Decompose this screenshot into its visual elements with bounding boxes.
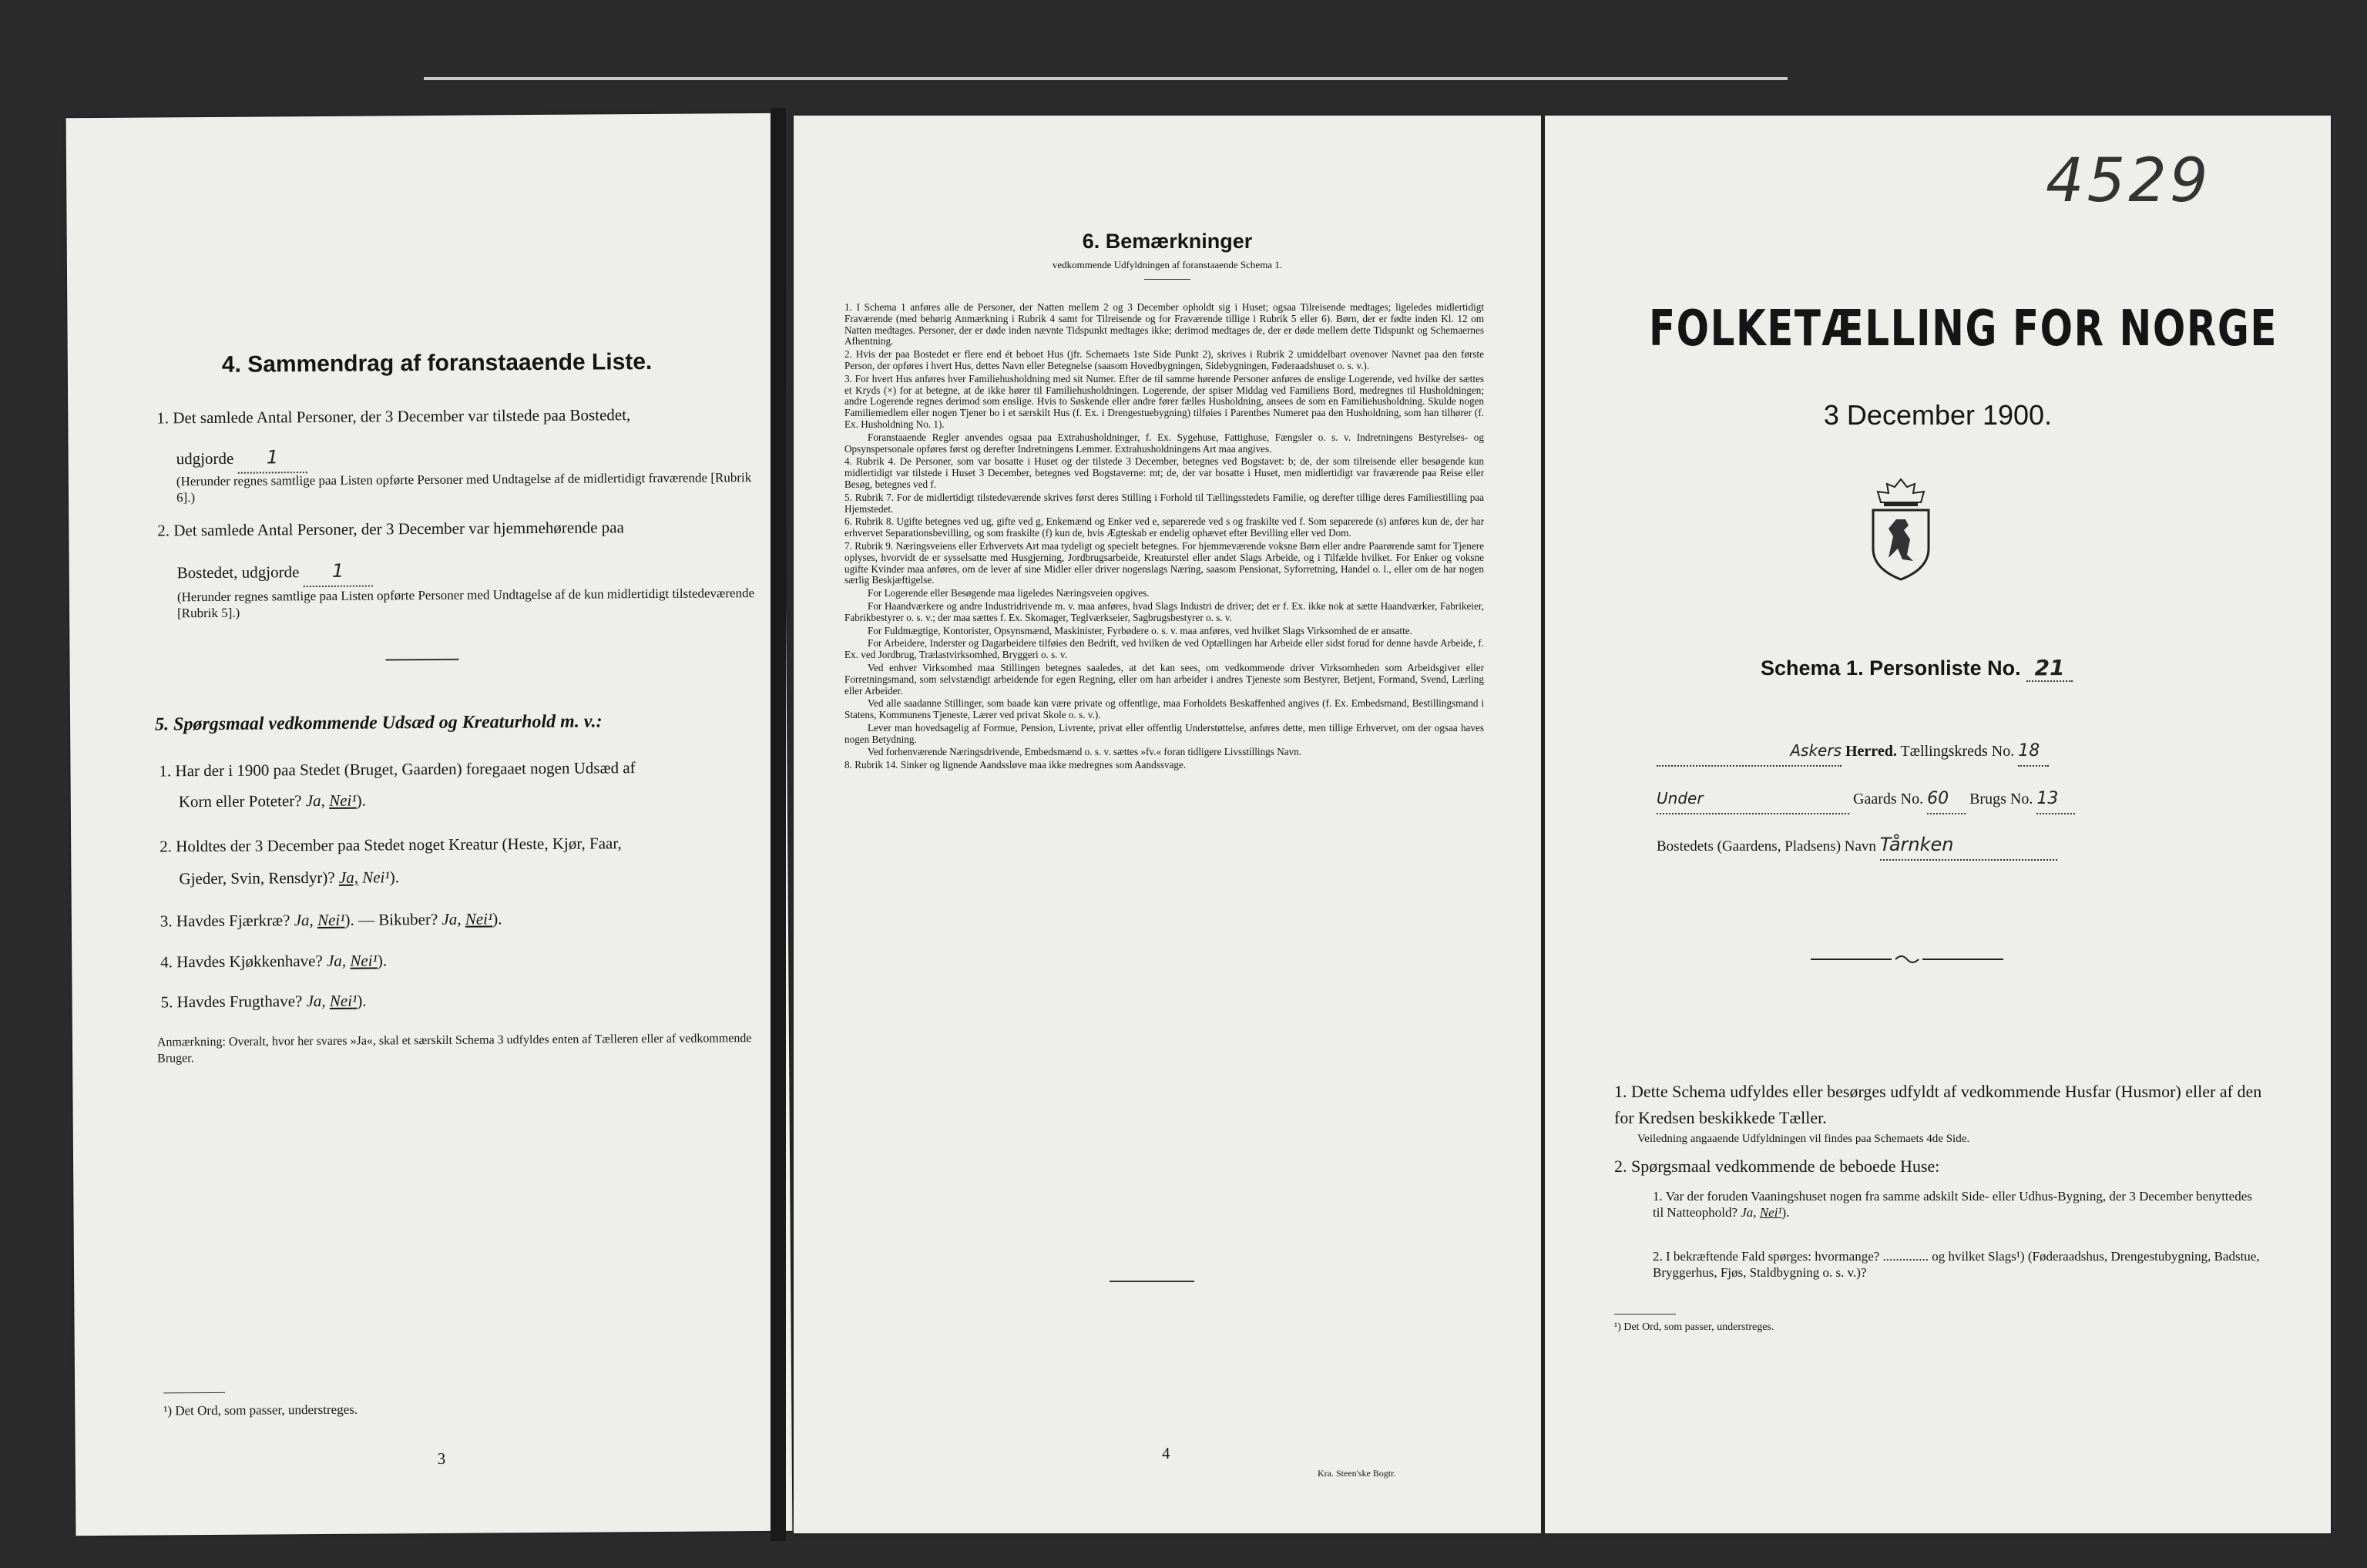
- remark-paragraph: Foranstaaende Regler anvendes ogsaa paa Extrahusholdninger, f. Ex. Sygehuse, Fattighuse, Fængsler o. s. v. Indretningens Bestyrelses- og Opsynspersonale opføres først og derefter Indretningens Lemmer. Extrahusholdningens Art maa angives.: [844, 431, 1484, 455]
- nei-option: Nei¹: [1759, 1205, 1782, 1220]
- q1-question: Korn eller Poteter?: [178, 791, 302, 811]
- q3-bikuber: — Bikuber?: [358, 909, 438, 929]
- page-number: 4: [1162, 1444, 1170, 1462]
- item1-line2: [176, 443, 307, 474]
- remark-paragraph: Ved alle saadanne Stillinger, som baade kan være private og offentlige, maa Forholdets Beskaffenhed angives (f. Ex. Embedsmand, Bestillingsmand i Statens, Kommunens Tjeneste, Lærer ved privat Skole o. s. v.).: [844, 697, 1484, 721]
- kreds-label: Tællingskreds No.: [1900, 743, 2015, 760]
- page-middle: [794, 116, 1541, 1533]
- item2-line2: [177, 557, 373, 589]
- remark-paragraph: 2. Hvis der paa Bostedet er flere end ét beboet Hus (jfr. Schemaets 1ste Side Punkt 2), skrives i Rubrik 2 umiddelbart ovenover Navnet paa den første Person, der opføres i hvert Hus, dettes Navn eller Betegnelse (saasom Hovedbygningen, Sidebygningen, Føderaadshuset o. s. v.).: [844, 348, 1484, 371]
- remark-paragraph: 6. Rubrik 8. Ugifte betegnes ved ug, gifte ved g, Enkemænd og Enker ved e, separerede ved s og fraskilte ved f. Som separerede (s) anføres kun de, der har erhvervet Separationsbevilling, og som fraskilte (f) kun de, hvis Ægteskab er endelig ophævet efter Bevilling eller ved Dom.: [844, 515, 1484, 539]
- q1-answer: Korn eller Poteter? Ja, Nei¹).: [178, 791, 366, 811]
- footnote: ¹) Det Ord, som passer, understreges.: [1614, 1321, 1774, 1333]
- nei-option: Nei¹: [350, 951, 378, 970]
- remarks-title: 6. Bemærkninger: [1082, 230, 1253, 253]
- divider: [386, 659, 459, 661]
- remarks-subtitle: vedkommende Udfyldningen af foranstaaende Schema 1.: [1052, 259, 1283, 270]
- remark-paragraph: Lever man hovedsagelig af Formue, Pension, Livrente, privat eller offentlig Understøttelse, anføres dette, men tillige Erhvervet, om der ogsaa haves nogen Betydning.: [844, 721, 1484, 745]
- item1-note: (Herunder regnes samtlige paa Listen opførte Personer med Undtagelse af de midlertidigt fraværende [Rubrik 6].): [176, 470, 752, 505]
- section5-title: 5. Spørgsmaal vedkommende Udsæd og Kreaturhold m. v.:: [154, 711, 603, 735]
- remark-paragraph: 5. Rubrik 7. For de midlertidigt tilstedeværende skrives først deres Stilling i Forhold til Tællingsstedets Familie, og derefter tillige deres Familiestilling paa Hjemstedet.: [844, 491, 1484, 515]
- q2: 2. Holdtes der 3 December paa Stedet noget Kreatur (Heste, Kjør, Faar,: [159, 834, 622, 856]
- census-title: FOLKETÆLLING FOR NORGE: [1649, 301, 2278, 358]
- remark-paragraph: 7. Rubrik 9. Næringsveiens eller Erhvervets Art maa tydeligt og specielt betegnes. For hjemmeværende voksne Børn eller andre Paarørende samt for Tjenere oplyses, hvorvidt de er sysselsatte med Husgjerning, Jordbrugsarbeide, Kreaturstel eller andet Slags Arbeide, og i Tilfælde hvilket. For Enker og voksne ugifte Kvinder maa anføres, om de lever af sine Midler eller driver nogenslags Næring, saasom Pensionat, Syforretning, Handel o. l., eller om de har nogen særlig Beskjæftigelse.: [844, 539, 1484, 586]
- gaard-line: [1657, 784, 2075, 814]
- instruction-1-note: Veiledning angaaende Udfyldningen vil findes paa Schemaets 4de Side.: [1637, 1133, 1970, 1145]
- remark-paragraph: For Fuldmægtige, Kontorister, Opsynsmænd, Maskinister, Fyrbødere o. s. v. maa anføres, ved hvilket Slags Virksomhed de er ansatte.: [868, 624, 1412, 636]
- gaards-number: 60: [1927, 784, 1966, 814]
- q3-question: 3. Havdes Fjærkræ?: [159, 911, 290, 931]
- remark-paragraph: For Haandværkere og andre Industridrivende m. v. maa anføres, hvad Slags Industri de driver; det er f. Ex. ikke nok at sætte Haandværker, Fabrikeier, Fabrikbestyrer o. s. v.; der maa sættes f. Ex. Skomager, Teglværkseier, Sagbrugsbestyrer o. s. v.: [844, 599, 1484, 623]
- item2-text: 2. Det samlede Antal Personer, der 3 December var hjemmehørende paa: [157, 518, 624, 540]
- instruction-2-2: 2. I bekræftende Fald spørges: hvormange? .............. og hvilket Slags¹) (Føderaadshus, Drengestubygning, Badstue, Bryggerhus, Fjøs, Staldbygning o. s. v.)?: [1653, 1249, 2260, 1280]
- item2-label: Bostedet, udgjorde: [176, 562, 300, 583]
- q2-question: Gjeder, Svin, Rensdyr)?: [179, 868, 335, 888]
- remark-paragraph: 1. I Schema 1 anføres alle de Personer, der Natten mellem 2 og 3 December opholdt sig i Huset; ogsaa Tilreisende medtages; ligeledes midlertidigt Fraværende (med behørig Anmærkning i Rubrik 4 samt for Tilreisende og for Fraværende tillige i Rubrik 5 eller 6). Børn, der er fødte inden Kl. 12 om Natten medtages. Personer, der er døde inden nævnte Tidspunkt medtages ikke; derimod medtages de, der er døde mellem dette Tidspunkt og Schemaernes Afhentning.: [844, 301, 1484, 348]
- q1: 1. Har der i 1900 paa Stedet (Bruget, Gaarden) foregaaet nogen Udsæd af: [159, 758, 636, 781]
- remark-paragraph: 4. Rubrik 4. De Personer, som var bosatte i Huset og der tilstede 3 December, betegnes ved Bogstavet: b; de, der som tilreisende eller besøgende kun midlertidigt var tilstede i Huset 3 December, betegnes ved Bogstaverne: mt; de, der var bosatte i Huset, men midlertidigt var fraværende paa Reise eller Besøg, betegnes ved f.: [844, 455, 1484, 490]
- q4: 4. Havdes Kjøkkenhave? Ja, Nei¹).: [160, 951, 388, 972]
- herred-line: [1657, 737, 2049, 767]
- bosted-value: Tårnken: [1880, 831, 2057, 861]
- page-right: [1545, 116, 2331, 1533]
- footnote-rule: [1614, 1314, 1676, 1315]
- kreds-number: 18: [2018, 737, 2049, 767]
- brugs-label: Brugs No.: [1969, 791, 2033, 808]
- ja-option: Ja,: [442, 909, 462, 928]
- item1-text: 1. Det samlede Antal Personer, der 3 December var tilstede paa Bostedet,: [156, 405, 631, 428]
- remark-paragraph: For Arbeidere, Inderster og Dagarbeidere tilføies den Bedrift, ved hvilken de ved Optællingen har Arbeide eller sidst forud for denne havde Arbeide, f. Ex. ved Jordbrug, Trælastvirksomhed, Bryggeri o. s. v.: [844, 637, 1484, 661]
- page-left: [66, 113, 793, 1536]
- q5-question: 5. Havdes Frugthave?: [160, 992, 303, 1012]
- printer-credit: Kra. Steen'ske Bogtr.: [1318, 1468, 1396, 1479]
- bosted-line: [1657, 831, 2057, 861]
- subtitle-rule: [1144, 279, 1190, 280]
- anmaerkning: Anmærkning: Overalt, hvor her svares »Ja«, skal et særskilt Schema 3 udfyldes enten af Tælleren eller af vedkommende Bruger.: [156, 1032, 752, 1066]
- remark-paragraph: 3. For hvert Hus anføres hver Familiehusholdning med sit Numer. Efter de til samme hørende Personer anføres de enslige Logerende, ved hvilke der sættes et Kryds (×) for at betegne, at de ikke hører til Familiehusholdningen. Logerende, der spiser Middag ved Familiens Bord, medregnes til Husholdningen; andre Logerende regnes derimod som enslige. Hvis to Søskende eller andre fører fælles Husholdning, ansees de som en Familiehusholdning. Skulde nogen Familiemedlem eller nogen Tjener bo i et særskilt Hus (f. Ex. i Drengestuebygning) tilføies i Parenthes Numeret paa den Husholdning, som han tilhører (f. Ex. Husholdning No. 1).: [844, 372, 1484, 430]
- bosted-label: Bostedets (Gaardens, Pladsens) Navn: [1657, 838, 1876, 855]
- instruction-1: 1. Dette Schema udfyldes eller besørges udfyldt af vedkommende Husfar (Husmor) eller af den for Kredsen beskikkede Tæller.: [1614, 1082, 2262, 1127]
- q5: 5. Havdes Frugthave? Ja, Nei¹).: [160, 991, 367, 1012]
- census-date: 3 December 1900.: [1823, 399, 2053, 431]
- gaard-prefix: Under: [1657, 784, 1849, 814]
- nei-option: Nei¹: [362, 868, 390, 887]
- item1-label: udgjorde: [176, 448, 234, 468]
- section4-title: 4. Sammendrag af foranstaaende Liste.: [221, 348, 653, 378]
- instruction-2-1-text: 1. Var der foruden Vaaningshuset nogen fra samme adskilt Side- eller Udhus-Bygning, der 3 December benyttedes til Natteophold?: [1653, 1189, 2252, 1220]
- instruction-2-1: 1. Var der foruden Vaaningshuset nogen fra samme adskilt Side- eller Udhus-Bygning, der 3 December benyttedes til Natteophold? Ja, Nei¹).: [1653, 1189, 2252, 1220]
- ja-option: Ja,: [326, 951, 347, 970]
- schema-line: [1761, 655, 2073, 682]
- item2-value: 1: [303, 557, 372, 588]
- nei-option: Nei¹: [465, 909, 493, 928]
- footnote-rule: [163, 1392, 225, 1394]
- nei-option: Nei¹: [317, 910, 345, 930]
- page-seam: [771, 108, 786, 1541]
- schema-label: Schema 1. Personliste No.: [1761, 656, 2021, 680]
- page-number: 3: [437, 1449, 446, 1468]
- bottom-divider: [1110, 1281, 1194, 1282]
- schema-number: 21: [2026, 655, 2073, 682]
- ja-option: Ja,: [305, 791, 325, 811]
- coat-of-arms-icon: [1862, 475, 1939, 584]
- q4-question: 4. Havdes Kjøkkenhave?: [160, 951, 323, 972]
- ornament-divider: [1811, 952, 2003, 967]
- herred-value: Askers: [1657, 737, 1842, 767]
- ja-option: Ja,: [1741, 1205, 1757, 1220]
- item1-value: 1: [237, 443, 307, 474]
- q2-answer: Gjeder, Svin, Rensdyr)? Ja, Nei¹).: [179, 868, 399, 888]
- herred-label: Herred.: [1845, 743, 1897, 760]
- nei-option: Nei¹: [329, 991, 358, 1010]
- brugs-number: 13: [2036, 784, 2075, 814]
- archive-number: 4529: [2046, 146, 2211, 216]
- remarks-body: [844, 302, 1484, 773]
- remark-paragraph: For Logerende eller Besøgende maa ligeledes Næringsveien opgives.: [868, 587, 1150, 599]
- ja-option: Ja,: [306, 991, 326, 1011]
- remark-paragraph: Ved enhver Virksomhed maa Stillingen betegnes saaledes, at det kan sees, om vedkommende driver Virksomheden som Arbeidsgiver eller Forretningsmand, som selvstændigt arbeidende for egen Regning, eller om han arbeider i andres Tjeneste som Bestyrer, Betjent, Formand, Svend, Lærling eller Arbeider.: [844, 661, 1484, 697]
- item2-note: (Herunder regnes samtlige paa Listen opførte Personer med Undtagelse af de kun midlertidigt tilstedeværende [Rubrik 5].): [176, 586, 755, 621]
- nei-option: Nei¹: [329, 791, 357, 810]
- top-edge-line: [424, 77, 1788, 80]
- gaards-label: Gaards No.: [1853, 791, 1924, 808]
- remark-paragraph: Ved forhenværende Næringsdrivende, Embedsmænd o. s. v. sættes »fv.« foran tidligere Livsstillings Navn.: [868, 746, 1302, 758]
- footnote: ¹) Det Ord, som passer, understreges.: [163, 1402, 358, 1419]
- remark-paragraph: 8. Rubrik 14. Sinker og lignende Aandssløve maa ikke medregnes som Aandssvage.: [844, 759, 1187, 771]
- ja-option: Ja,: [338, 868, 359, 887]
- q3: 3. Havdes Fjærkræ? Ja, Nei¹). — Bikuber? Ja, Nei¹).: [159, 909, 502, 931]
- instruction-2: 2. Spørgsmaal vedkommende de beboede Huse:: [1614, 1157, 1940, 1176]
- ja-option: Ja,: [294, 911, 314, 930]
